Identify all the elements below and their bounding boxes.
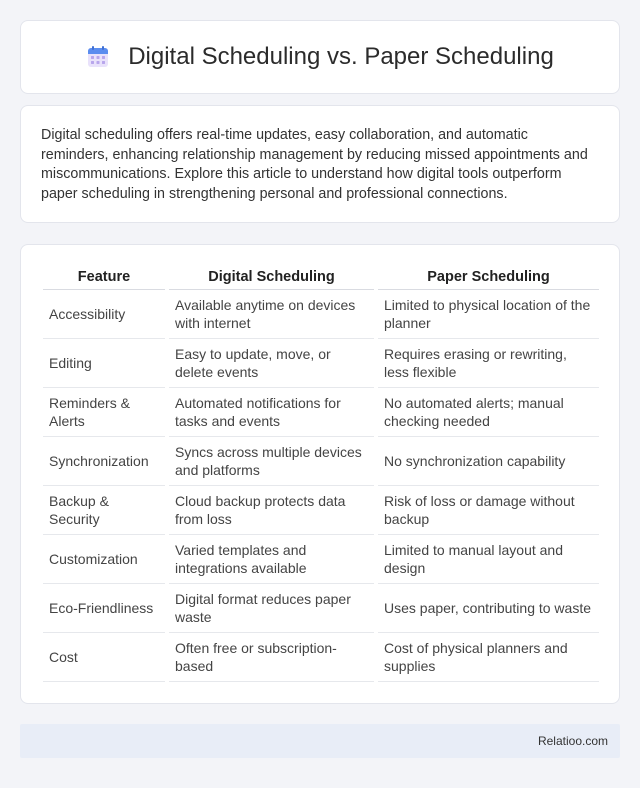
paper-cell: Uses paper, contributing to waste [378, 584, 599, 633]
paper-cell: Requires erasing or rewriting, less flexible [378, 339, 599, 388]
digital-cell: Digital format reduces paper waste [169, 584, 374, 633]
table-row [43, 290, 599, 339]
paper-cell: No synchronization capability [378, 437, 599, 486]
table-row [43, 535, 599, 584]
footer [20, 724, 620, 758]
header [86, 43, 554, 71]
intro-card [20, 105, 620, 223]
header-paper-scheduling: Paper Scheduling [378, 265, 599, 290]
feature-cell: Accessibility [43, 290, 165, 339]
paper-cell: Risk of loss or damage without backup [378, 486, 599, 535]
digital-cell: Often free or subscription-based [169, 633, 374, 682]
feature-cell: Backup & Security [43, 486, 165, 535]
digital-cell: Available anytime on devices with internet [169, 290, 374, 339]
table-row [43, 388, 599, 437]
table-row [43, 486, 599, 535]
table-row [43, 437, 599, 486]
header-digital-scheduling: Digital Scheduling [169, 265, 374, 290]
table-row [43, 339, 599, 388]
table-header-row [43, 265, 599, 290]
header-feature: Feature [43, 265, 165, 290]
digital-cell: Varied templates and integrations available [169, 535, 374, 584]
digital-cell: Syncs across multiple devices and platforms [169, 437, 374, 486]
table-row [43, 633, 599, 682]
digital-cell: Cloud backup protects data from loss [169, 486, 374, 535]
page-title: Digital Scheduling vs. Paper Scheduling [128, 43, 554, 70]
comparison-card [20, 244, 620, 704]
header-card [20, 20, 620, 94]
table-row [43, 584, 599, 633]
calendar-icon [86, 45, 110, 69]
paper-cell: Limited to manual layout and design [378, 535, 599, 584]
paper-cell: Limited to physical location of the planner [378, 290, 599, 339]
feature-cell: Customization [43, 535, 165, 584]
footer-site-link[interactable]: Relatioo.com [537, 734, 608, 748]
feature-cell: Synchronization [43, 437, 165, 486]
digital-cell: Easy to update, move, or delete events [169, 339, 374, 388]
feature-cell: Editing [43, 339, 165, 388]
digital-cell: Automated notifications for tasks and events [169, 388, 374, 437]
comparison-table [43, 265, 599, 682]
paper-cell: Cost of physical planners and supplies [378, 633, 599, 682]
feature-cell: Reminders & Alerts [43, 388, 165, 437]
feature-cell: Eco-Friendliness [43, 584, 165, 633]
intro-paragraph: Digital scheduling offers real-time updates, easy collaboration, and automatic reminders, enhancing relationship management by reducing missed appointments and miscommunications. Explore this article to understand how digital tools outperform paper scheduling in strengthening personal and professional connections. [41, 127, 588, 202]
paper-cell: No automated alerts; manual checking needed [378, 388, 599, 437]
feature-cell: Cost [43, 633, 165, 682]
